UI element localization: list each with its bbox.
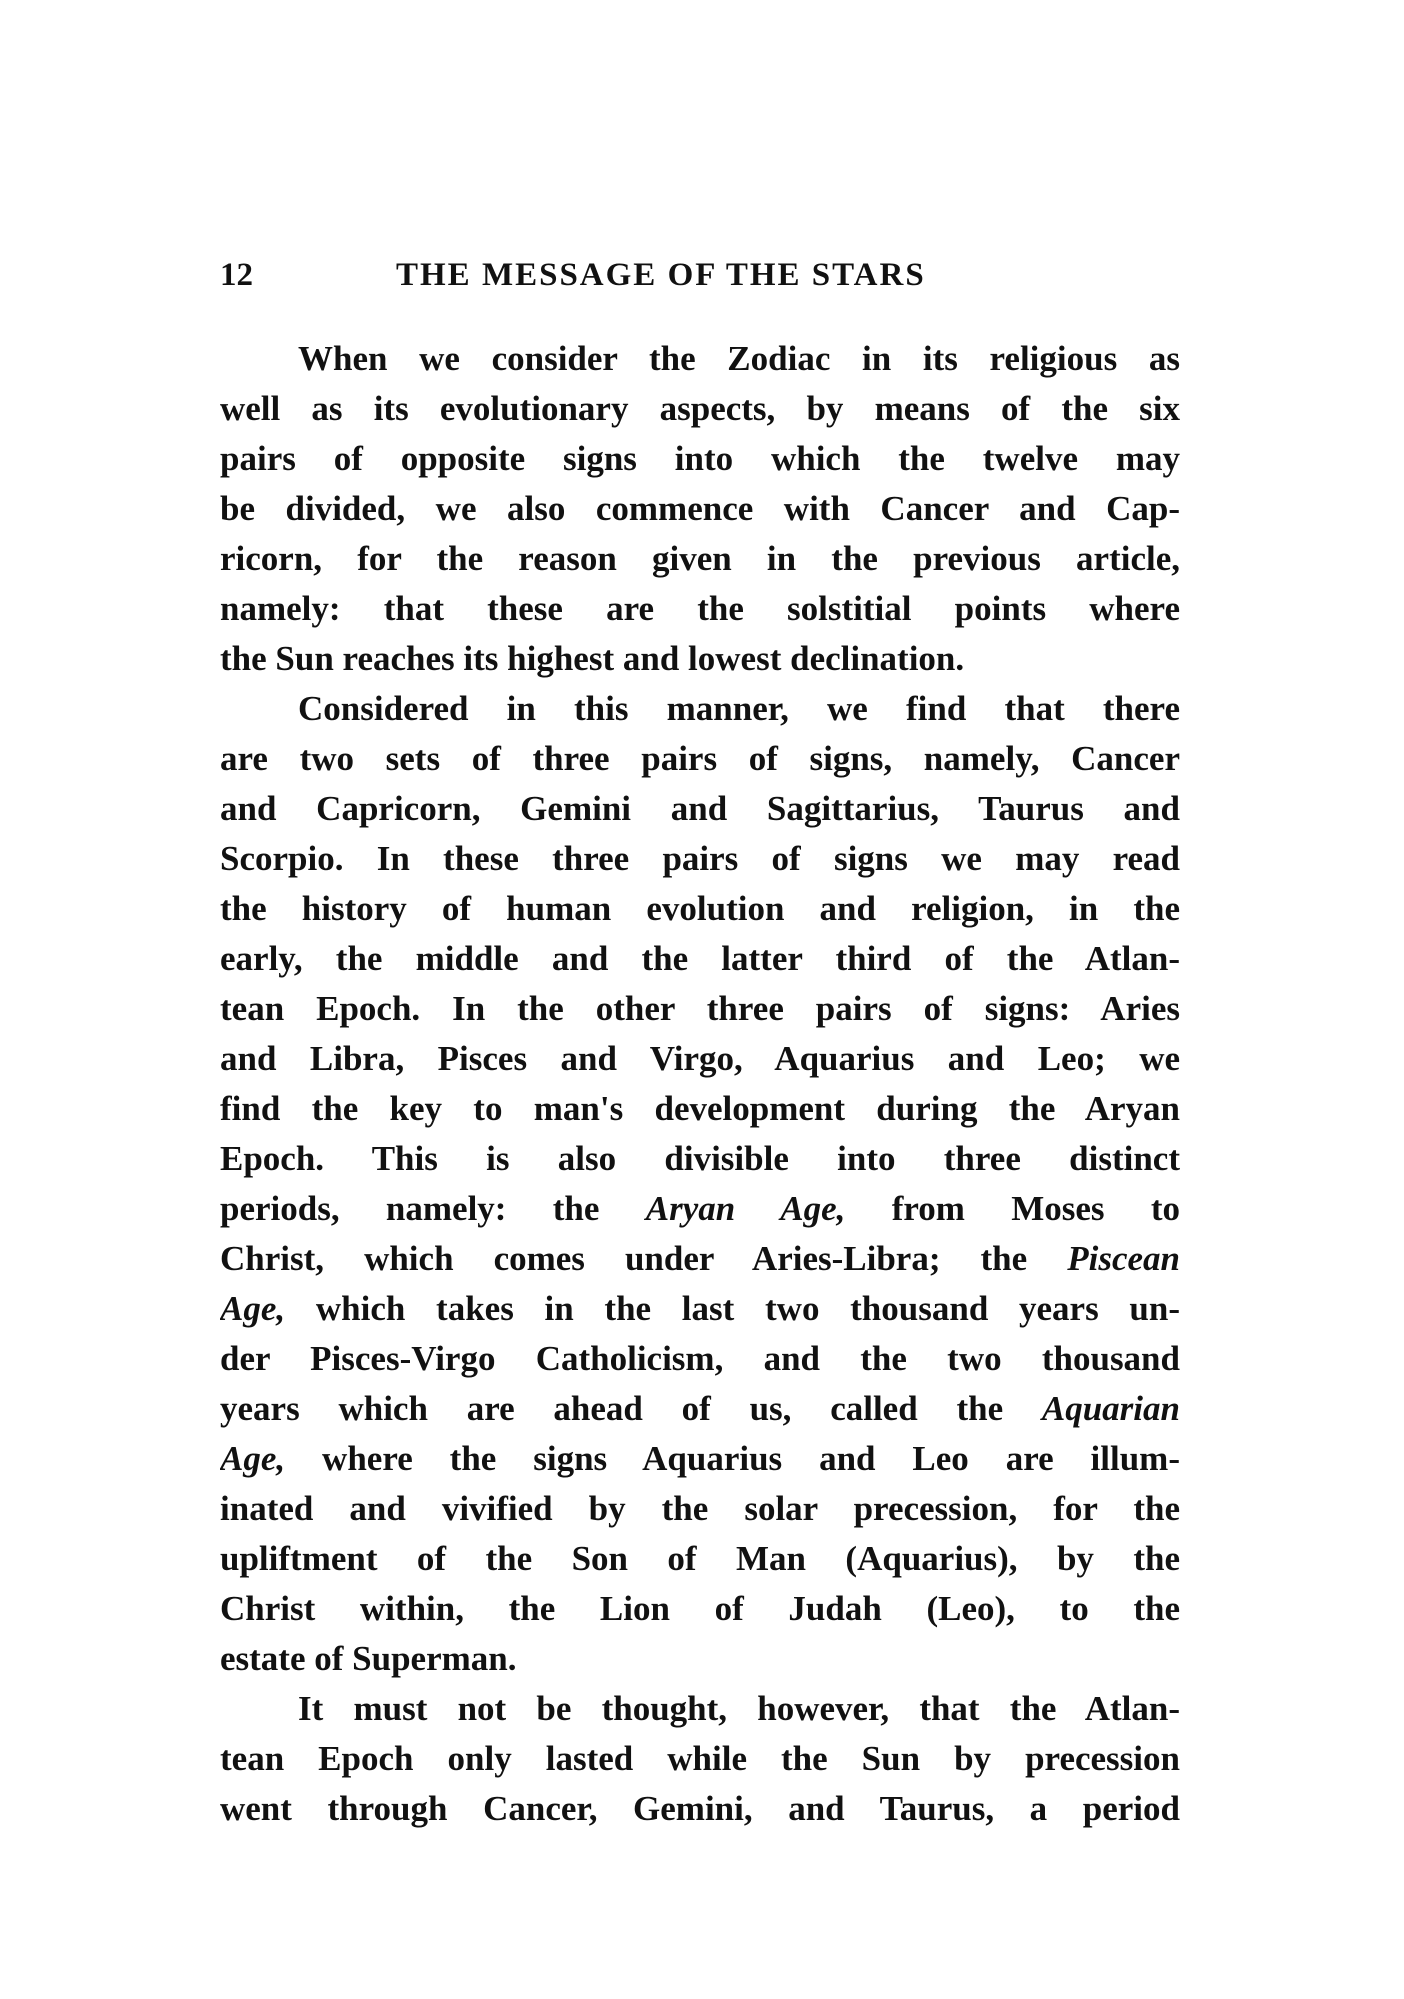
text-line: Epoch. This is also divisible into three distinct: [220, 1139, 1180, 1178]
text-line: and Libra, Pisces and Virgo, Aquarius and Leo; we: [220, 1039, 1180, 1078]
italic-term-aquarian: Aquarian: [1041, 1389, 1180, 1428]
text-line: find the key to man's development during the Aryan: [220, 1089, 1180, 1128]
text-line: are two sets of three pairs of signs, namely, Cancer: [220, 739, 1180, 778]
text-line: der Pisces-Virgo Catholicism, and the two thousand: [220, 1339, 1180, 1378]
text-line: estate of Superman.: [220, 1639, 517, 1678]
text-run: periods, namely: the: [220, 1189, 646, 1228]
text-run: where the signs Aquarius and Leo are illum-: [285, 1439, 1180, 1478]
text-run: years which are ahead of us, called the: [220, 1389, 1042, 1428]
text-line: tean Epoch. In the other three pairs of signs: Aries: [220, 989, 1180, 1028]
text-line: tean Epoch only lasted while the Sun by precession: [220, 1739, 1180, 1778]
italic-term-piscean: Piscean: [1067, 1239, 1180, 1278]
text-line: Scorpio. In these three pairs of signs we may read: [220, 839, 1180, 878]
text-line: be divided, we also commence with Cancer and Cap-: [220, 489, 1180, 528]
text-line: upliftment of the Son of Man (Aquarius), by the: [220, 1539, 1180, 1578]
text-line: ricorn, for the reason given in the previous article,: [220, 539, 1180, 578]
text-line: It must not be thought, however, that the Atlan-: [298, 1689, 1180, 1728]
text-run: which takes in the last two thousand years un-: [285, 1289, 1180, 1328]
text-line: [220, 1184, 1180, 1234]
text-line: early, the middle and the latter third of the Atlan-: [220, 939, 1180, 978]
text-run: Christ, which comes under Aries-Libra; the: [220, 1239, 1068, 1278]
text-line: and Capricorn, Gemini and Sagittarius, Taurus and: [220, 789, 1180, 828]
text-line: well as its evolutionary aspects, by means of the six: [220, 389, 1180, 428]
body-text: [220, 334, 1180, 1834]
text-line: pairs of opposite signs into which the twelve may: [220, 439, 1180, 478]
text-line: When we consider the Zodiac in its religious as: [298, 339, 1180, 378]
page-header: [220, 250, 1180, 300]
running-title: THE MESSAGE OF THE STARS: [396, 257, 926, 293]
text-line: [220, 1434, 1180, 1484]
text-line: [220, 1284, 1180, 1334]
text-line: [220, 1384, 1180, 1434]
page-number: 12: [220, 257, 253, 293]
text-run: from Moses to: [845, 1189, 1180, 1228]
text-line: went through Cancer, Gemini, and Taurus, a period: [220, 1789, 1180, 1828]
text-line: the Sun reaches its highest and lowest declination.: [220, 639, 965, 678]
text-line: the history of human evolution and religion, in the: [220, 889, 1180, 928]
text-line: Considered in this manner, we find that there: [298, 689, 1180, 728]
text-line: Christ within, the Lion of Judah (Leo), to the: [220, 1589, 1180, 1628]
text-line: inated and vivified by the solar precession, for the: [220, 1489, 1180, 1528]
italic-term-age: Age,: [220, 1289, 286, 1328]
italic-term-aryan-age: Aryan Age,: [645, 1189, 846, 1228]
text-line: [220, 1234, 1180, 1284]
text-line: namely: that these are the solstitial points where: [220, 589, 1180, 628]
italic-term-age: Age,: [220, 1439, 286, 1478]
